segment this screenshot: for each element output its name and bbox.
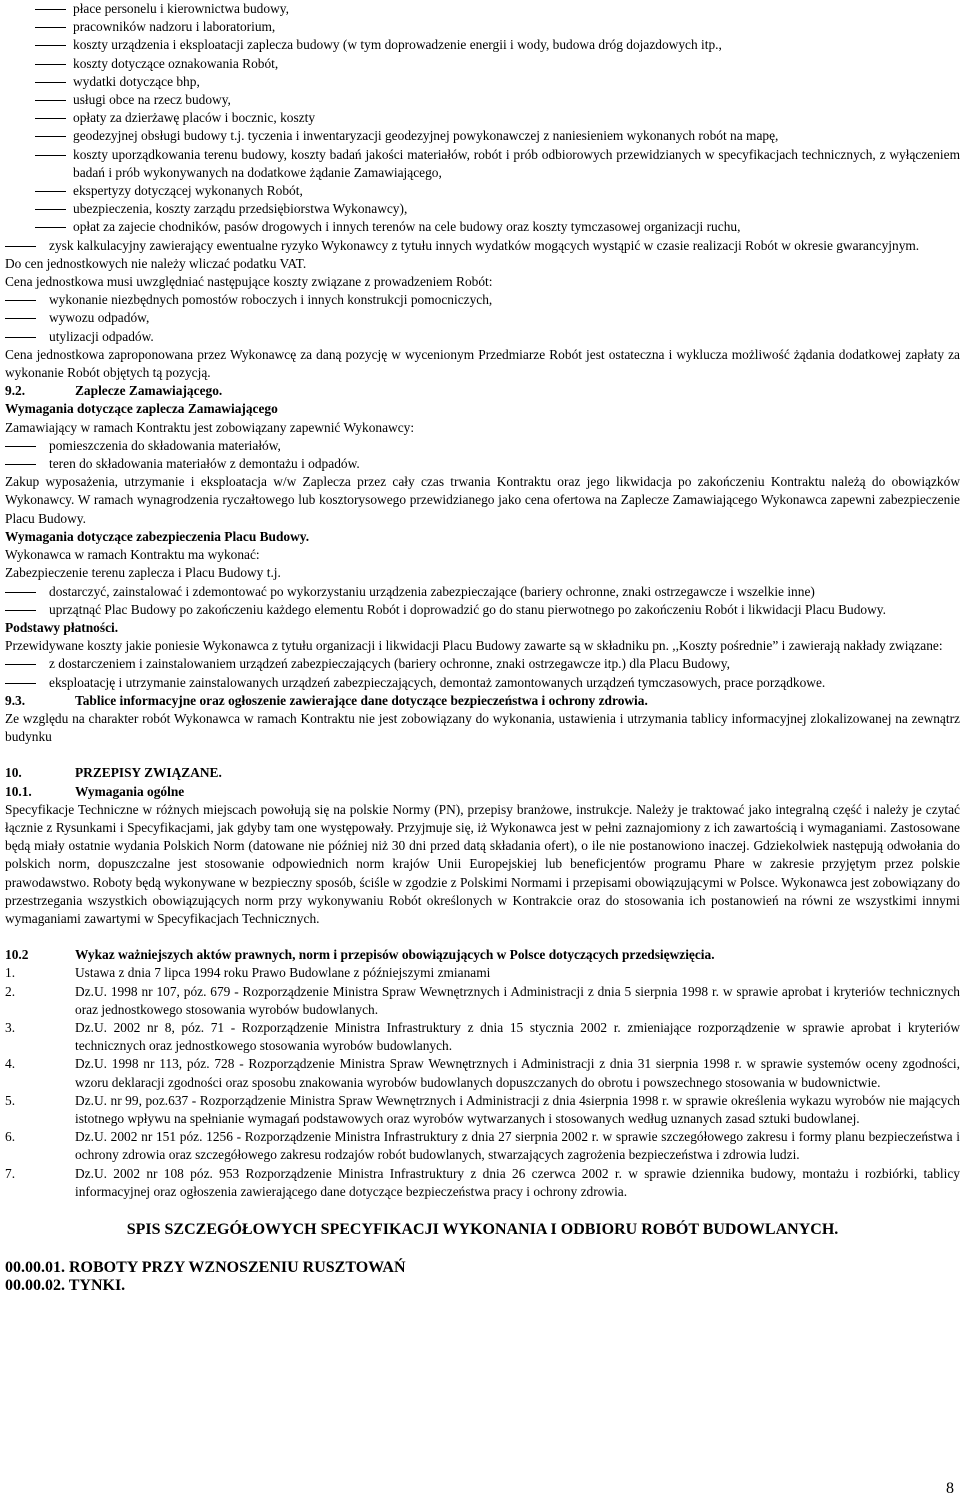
section-title: Zaplecze Zamawiającego. xyxy=(75,383,223,399)
list-item xyxy=(5,983,960,1019)
list-item: opłaty za dzierżawę placów i bocznic, koszty xyxy=(5,109,960,127)
item-number: 3. xyxy=(5,1019,16,1035)
section-heading-10 xyxy=(5,764,960,782)
list-item-zysk: zysk kalkulacyjny zawierający ewentualne ryzyko Wykonawcy z tytułu innych wydatków mogących wystąpić w czasie realizacji Robót w okresie gwarancyjnym. xyxy=(5,237,960,255)
paragraph: Zabezpieczenie terenu zaplecza i Placu Budowy t.j. xyxy=(5,565,281,581)
vat-note: Do cen jednostkowych nie należy wliczać podatku VAT. xyxy=(5,255,307,271)
item-number: 7. xyxy=(5,1165,16,1181)
section-number: 9.2. xyxy=(5,383,26,399)
bullet-list-costs xyxy=(5,0,960,237)
list-item xyxy=(5,1055,960,1091)
list-item: płace personelu i kierownictwa budowy, xyxy=(5,0,960,18)
section-heading-9-3 xyxy=(5,692,960,710)
list-item: teren do składowania materiałów z demontażu i odpadów. xyxy=(5,455,960,473)
item-number: 4. xyxy=(5,1056,16,1072)
section-title: Wykaz ważniejszych aktów prawnych, norm i przepisów obowiązujących w Polsce dotyczących przedsięwzięcia. xyxy=(75,947,715,963)
item-number: 2. xyxy=(5,983,16,999)
item-text: Dz.U. 1998 nr 113, póz. 728 - Rozporządzenie Ministra Spraw Wewnętrznych i Administracji z dnia 31 sierpnia 1998 r. w sprawie systemów oceny zgodności, wzoru deklaracji zgodności oraz sposobu znakowania wyrobów budowlanych dopuszczanych do obrotu i powszechnego stosowania w budownictwie. xyxy=(75,1056,960,1090)
page-content xyxy=(5,0,960,1296)
list-item: geodezyjnej obsługi budowy t.j. tyczenia i inwentaryzacji geodezyjnej powykonawczej z naniesieniem wykonanych robót na mapę, xyxy=(5,127,960,145)
cena-intro: Cena jednostkowa musi uwzględniać następujące koszty związane z prowadzeniem Robót: xyxy=(5,274,493,290)
item-number: 5. xyxy=(5,1092,16,1108)
department-heading: 00.00.02. TYNKI. xyxy=(5,1277,126,1295)
item-text: Dz.U. 1998 nr 107, póz. 679 - Rozporządzenie Ministra Spraw Wewnętrznych i Administracji z dnia 5 sierpnia 1998 r. w sprawie aprobat i kryteriów technicznych oraz jednostkowego stosowania wyrobów budowlanych. xyxy=(75,983,960,1017)
item-text: Ustawa z dnia 7 lipca 1994 roku Prawo Budowlane z późniejszymi zmianami xyxy=(75,965,491,981)
item-text: Dz.U. nr 99, poz.637 - Rozporządzenie Ministra Spraw Wewnętrznych i Administracji z dnia 4sierpnia 1998 r. w sprawie określenia wykazu wyrobów nie mających istotnego wpływu na spełnianie wymagań podstawowych oraz wyrobów wytwarzanych i stosowanych według uznanych zasad sztuki budowlanej. xyxy=(75,1092,960,1126)
list-item xyxy=(5,1019,960,1055)
list-item: wydatki dotyczące bhp, xyxy=(5,73,960,91)
list-item: ubezpieczenia, koszty zarządu przedsiębiorstwa Wykonawcy), xyxy=(5,200,960,218)
subheading: Wymagania dotyczące zaplecza Zamawiającego xyxy=(5,401,278,417)
list-item: dostarczyć, zainstalować i zdemontować po wykorzystaniu urządzenia zabezpieczające (bariery ochronne, znaki ostrzegawcze i wszelkie inne) xyxy=(5,583,960,601)
acts-list xyxy=(5,964,960,1201)
list-item: pomieszczenia do składowania materiałów, xyxy=(5,437,960,455)
section-heading-10-2 xyxy=(5,946,960,964)
section-number: 10.1. xyxy=(5,783,32,799)
list-item: utylizacji odpadów. xyxy=(5,328,960,346)
paragraph: Wykonawca w ramach Kontraktu ma wykonać: xyxy=(5,547,260,563)
list-item xyxy=(5,1128,960,1164)
list-item xyxy=(5,1165,960,1201)
item-text: Dz.U. 2002 nr 151 póz. 1256 - Rozporządzenie Ministra Infrastruktury z dnia 27 sierpnia 2002 r. w sprawie szczegółowego zakresu i formy planu bezpieczeństwa i ochrony zdrowia oraz szczegółowego zakresu rodzajów robót budowlanych, stwarzających zagrożenia bezpieczeństwa i zdrowia ludzi. xyxy=(75,1129,960,1163)
list-item xyxy=(5,964,960,982)
subheading: Podstawy płatności. xyxy=(5,619,119,635)
list-item: wykonanie niezbędnych pomostów roboczych i innych konstrukcji pomocniczych, xyxy=(5,291,960,309)
section-title: PRZEPISY ZWIĄZANE. xyxy=(75,765,222,781)
list-item: z dostarczeniem i zainstalowaniem urządzeń zabezpieczających (bariery ochronne, znaki ostrzegawcze itp.) dla Placu Budowy, xyxy=(5,655,960,673)
section-number: 10.2 xyxy=(5,947,29,963)
list-item: pracowników nadzoru i laboratorium, xyxy=(5,18,960,36)
item-number: 1. xyxy=(5,965,16,981)
list-item: ekspertyzy dotyczącej wykonanych Robót, xyxy=(5,182,960,200)
section-title: Tablice informacyjne oraz ogłoszenie zawierające dane dotyczące bezpieczeństwa i ochrony zdrowia. xyxy=(75,692,648,708)
list-item: uprzątnąć Plac Budowy po zakończeniu każdego elementu Robót i doprowadzić go do stanu pierwotnego po zakończeniu Robót i likwidacji Placu Budowy. xyxy=(5,601,960,619)
list-item: eksploatację i utrzymanie zainstalowanych urządzeń zabezpieczających, demontaż zamontowanych urządzeń tymczasowych, prace porządkowe. xyxy=(5,674,960,692)
list-item: usługi obce na rzecz budowy, xyxy=(5,91,960,109)
paragraph: Przewidywane koszty jakie poniesie Wykonawca z tytułu organizacji i likwidacji Placu Budowy zawarte są w składniku pn. ,,Koszty pośrednie” i zawierają nakłady związane: xyxy=(5,638,943,654)
item-text: Dz.U. 2002 nr 8, póz. 71 - Rozporządzenie Ministra Infrastruktury z dnia 15 stycznia 2002 r. zmieniające rozporządzenie w sprawie aprobat i kryteriów technicznych oraz jednostkowego stosowania wyrobów budowlanych. xyxy=(75,1019,960,1054)
cena-final-paragraph: Cena jednostkowa zaproponowana przez Wykonawcę za daną pozycję w wycenionym Przedmiarze Robót jest ostateczna i wyklucza możliwość żądania dodatkowej zapłaty za wykonanie Robót objętych tą pozycją. xyxy=(5,346,960,381)
paragraph: Zakup wyposażenia, utrzymanie i eksploatacja w/w Zaplecza przez cały czas trwania Kontraktu oraz jego likwidacja po zakończeniu Kontraktu należą do obowiązków Wykonawcy. W ramach wynagrodzenia ryczałtowego lub kosztorysowego przewidzianego jako cena ofertowa na Zaplecze Zamawiającego Wykonawca zapewni zabezpieczenie Placu Budowy. xyxy=(5,474,960,526)
section-number: 9.3. xyxy=(5,692,26,708)
section-number: 10. xyxy=(5,765,22,781)
paragraph: Zamawiający w ramach Kontraktu jest zobowiązany zapewnić Wykonawcy: xyxy=(5,419,415,435)
list-item: koszty dotyczące oznakowania Robót, xyxy=(5,55,960,73)
list-item: opłat za zajecie chodników, pasów drogowych i innych terenów na cele budowy oraz koszty tymczasowej organizacji ruchu, xyxy=(5,218,960,236)
list-item: wywozu odpadów, xyxy=(5,309,960,327)
paragraph: Ze względu na charakter robót Wykonawca w ramach Kontraktu nie jest zobowiązany do wykonania, ustawienia i utrzymania tablicy informacyjnej zlokalizowanej na zewnątrz budynku xyxy=(5,710,960,745)
list-item: koszty urządzenia i eksploatacji zaplecza budowy (w tym doprowadzenie energii i wody, budowa dróg dojazdowych itp., xyxy=(5,36,960,54)
spis-heading: SPIS SZCZEGÓŁOWYCH SPECYFIKACJI WYKONANIA I ODBIORU ROBÓT BUDOWLANYCH. xyxy=(126,1221,839,1238)
item-number: 6. xyxy=(5,1129,16,1145)
department-heading: 00.00.01. ROBOTY PRZY WZNOSZENIU RUSZTOWAŃ xyxy=(5,1259,406,1277)
paragraph: Specyfikacje Techniczne w różnych miejscach powołują się na polskie Normy (PN), przepisy branżowe, instrukcje. Należy je traktować jako integralną część i należy je czytać łącznie z Rysunkami i Specyfikacjami, jak gdyby tam one występowały. Przyjmuje się, iż Wykonawca jest w pełni zaznajomiony z ich zawartością i wymaganiami. Zastosowane będą miały ostatnie wydania Polskich Norm (datowane nie później niż 30 dni przed datą składania ofert), o ile nie postanowiono inaczej. Gdziekolwiek następują odwołania do polskich norm, dopuszczalne jest stosowanie odpowiednich norm krajów Unii Europejskiej lub beneficjentów programu Phare w zakresie przyjętym przez polskie prawodawstwo. Roboty będą wykonywane w bezpieczny sposób, ściśle w zgodzie z Polskimi Normami i przepisami obowiązującymi w Polsce. Wykonawca jest zobowiązany do przestrzegania wszystkich obowiązujących norm przy wykonywaniu Robót określonych w Kontrakcie oraz do stosowania ich postanowień na równi ze wszystkimi innymi wymaganiami zawartymi w Specyfikacjach Technicznych. xyxy=(5,801,960,926)
page-number: 8 xyxy=(946,1480,954,1497)
list-item: koszty uporządkowania terenu budowy, koszty badań jakości materiałów, robót i prób odbiorowych przewidzianych w specyfikacjach technicznych, z wyłączeniem badań i prób wykonywanych na dodatkowe żądanie Zamawiającego, xyxy=(5,146,960,182)
subheading: Wymagania dotyczące zabezpieczenia Placu Budowy. xyxy=(5,528,310,544)
section-heading-10-1 xyxy=(5,783,960,801)
item-text: Dz.U. 2002 nr 108 póz. 953 Rozporządzenie Ministra Infrastruktury z dnia 26 czerwca 2002 r. w sprawie dziennika budowy, montażu i rozbiórki, tablicy informacyjnej oraz ogłoszenia zawierającego dane dotyczące bezpieczeństwa pracy i ochrony zdrowia. xyxy=(75,1165,960,1199)
list-item xyxy=(5,1092,960,1128)
section-title: Wymagania ogólne xyxy=(75,783,185,799)
section-heading-9-2 xyxy=(5,382,960,400)
